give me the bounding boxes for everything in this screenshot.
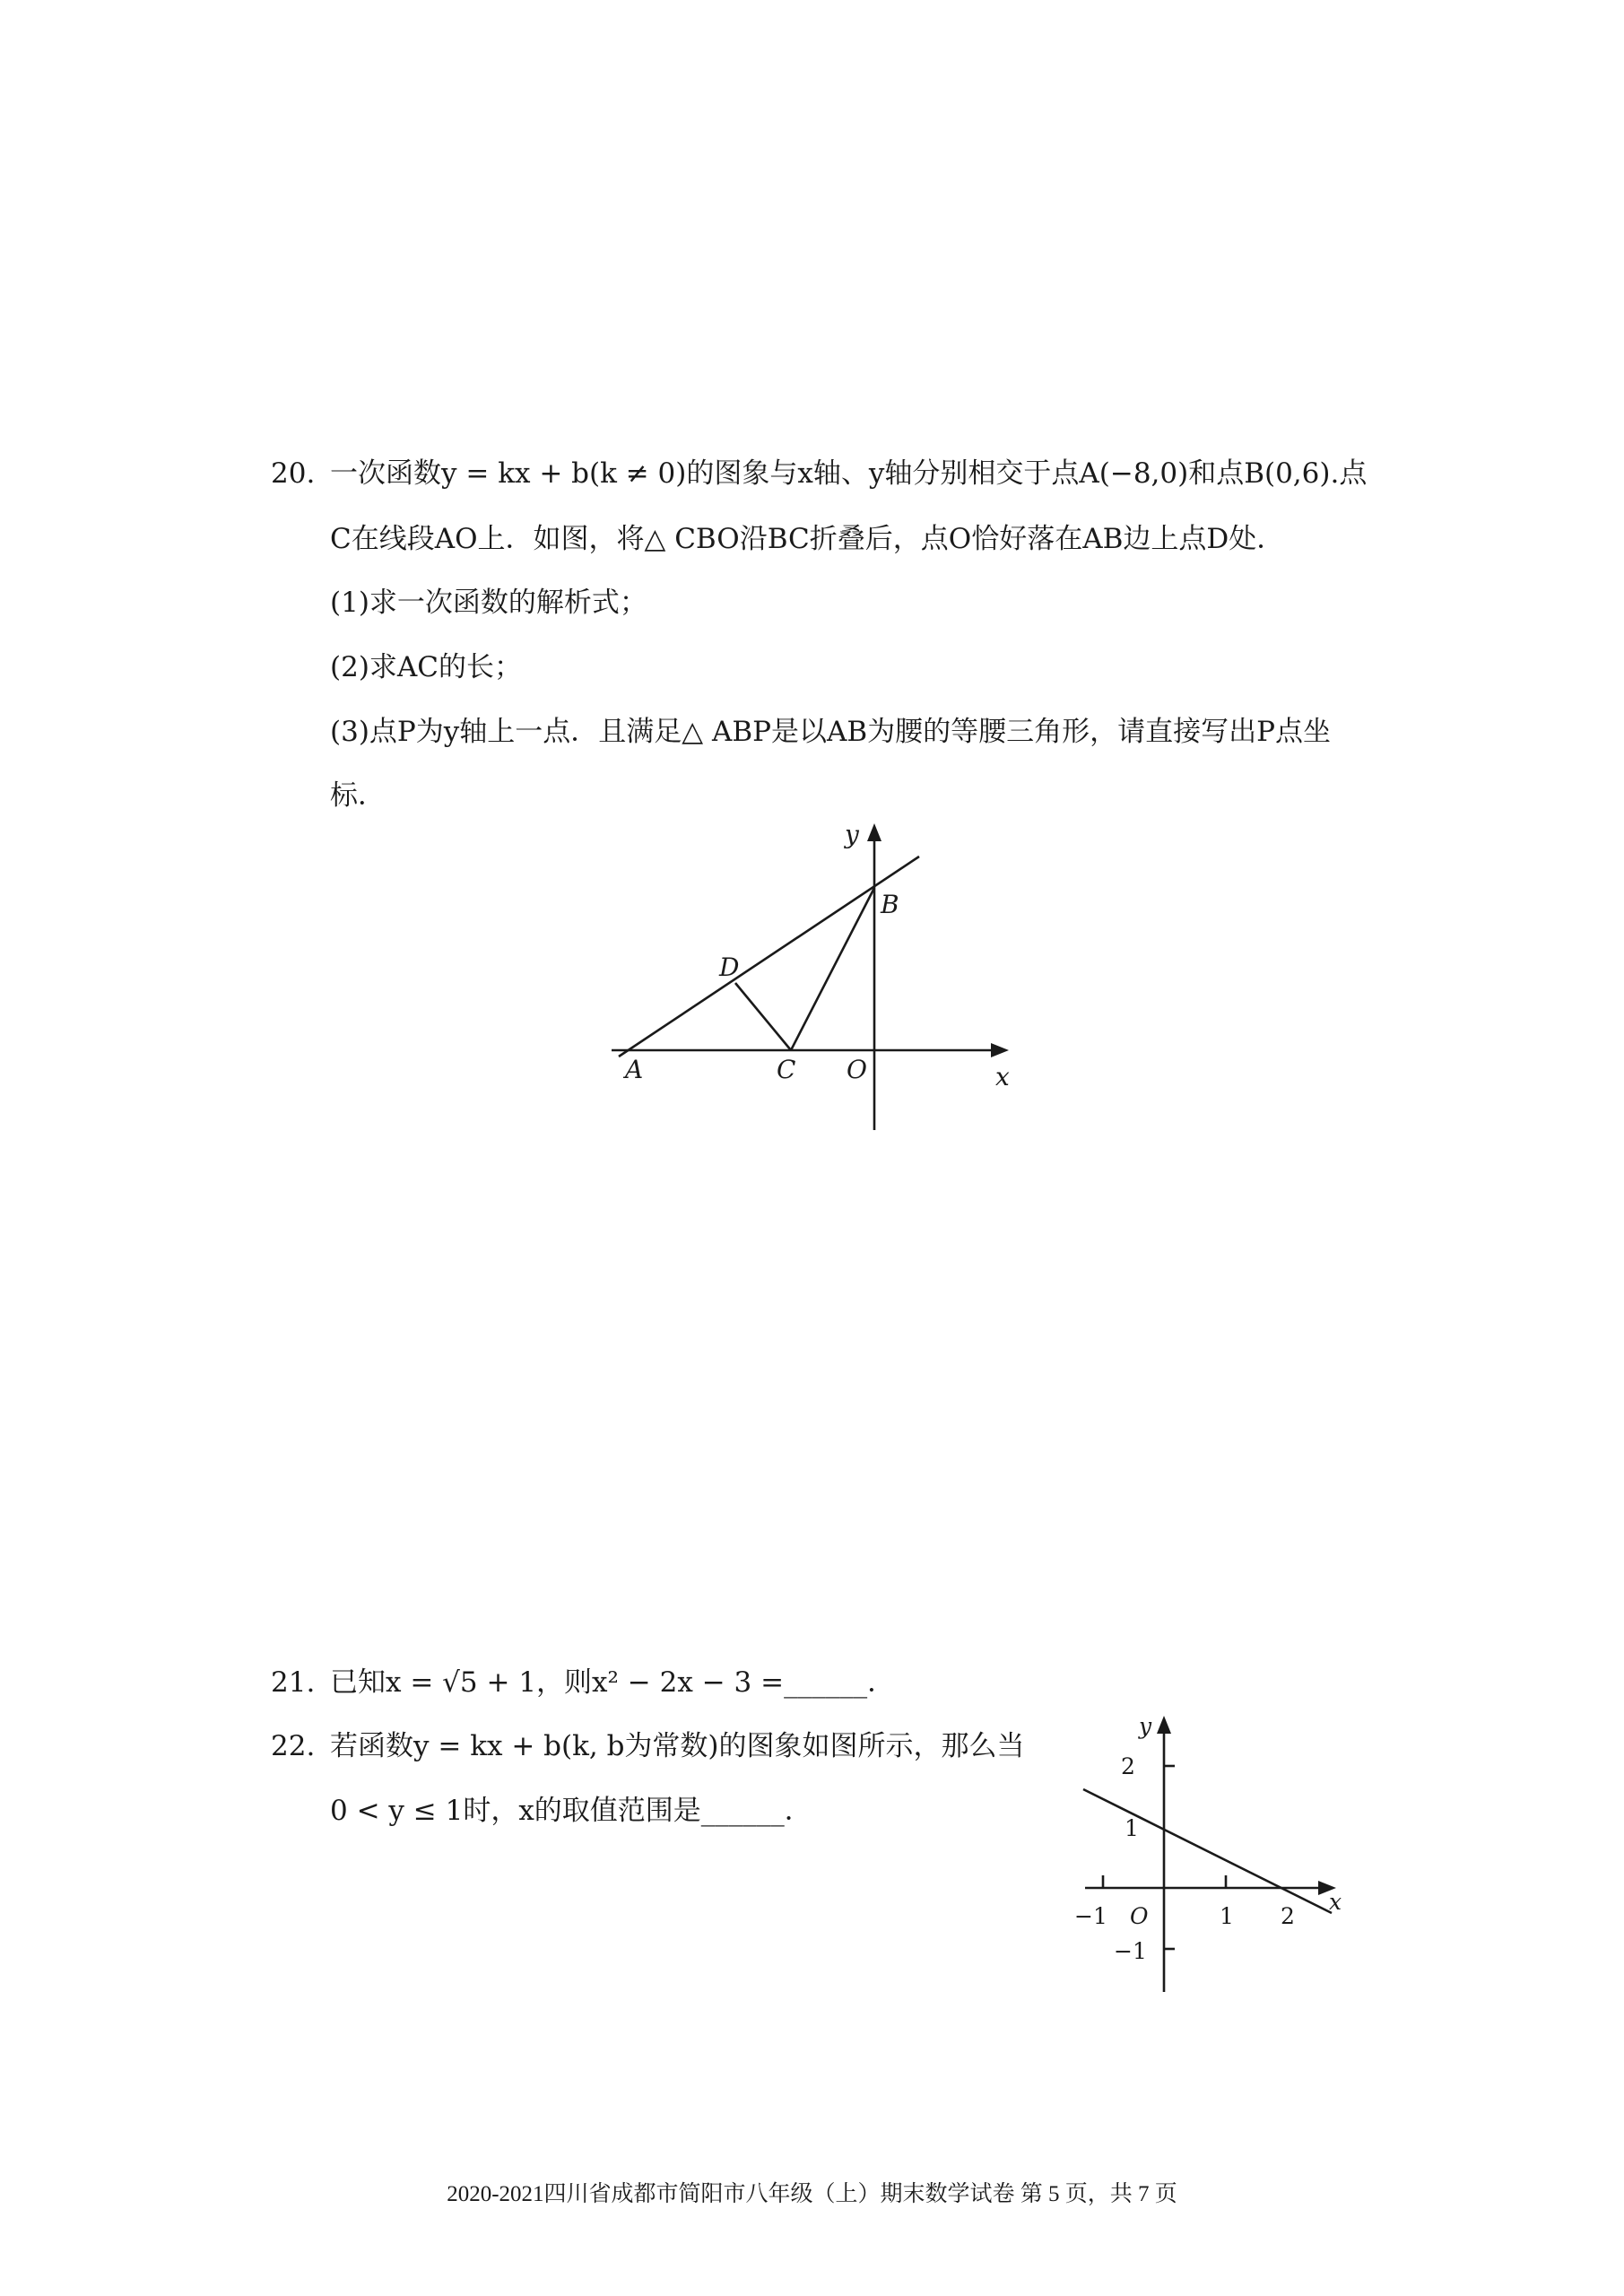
label-x: x	[995, 1062, 1010, 1091]
label-o: O	[847, 1055, 867, 1084]
tick-label-y-neg1: −1	[1114, 1938, 1147, 1964]
tick-label-y-1: 1	[1125, 1815, 1139, 1841]
question-21-text: 已知x = √5 + 1，则x² − 2x − 3 =______．	[330, 1666, 896, 1699]
question-20-part-2: (2)求AC的长；	[330, 651, 523, 683]
question-20-part-3: (3)点P为y轴上一点．且满足△ ABP是以AB为腰的等腰三角形，请直接写出P点坐	[330, 716, 1332, 748]
question-20-line-2: C在线段AO上．如图，将△ CBO沿BC折叠后，点O恰好落在AB边上点D处．	[330, 523, 1285, 555]
question-20-figure	[601, 816, 1013, 1139]
function-line	[1083, 1789, 1332, 1913]
label-x: x	[1329, 1889, 1342, 1915]
question-20-line-1: 一次函数y = kx + b(k ≠ 0)的图象与x轴、y轴分别相交于点A(−8,0)和点B(0,6).点	[330, 457, 1368, 490]
y-axis-arrow	[1157, 1716, 1171, 1734]
question-22-number: 22.	[271, 1730, 316, 1762]
segment-bc	[791, 888, 874, 1050]
tick-label-x-2: 2	[1281, 1903, 1295, 1929]
y-axis-arrow	[867, 823, 881, 841]
segment-cd	[735, 983, 791, 1050]
x-axis-arrow	[991, 1043, 1009, 1057]
question-20-part-3-continued: 标．	[330, 779, 386, 812]
label-d: D	[719, 952, 740, 982]
tick-label-y-2: 2	[1121, 1753, 1135, 1779]
question-22-line-2: 0 < y ≤ 1时，x的取值范围是______．	[330, 1795, 812, 1827]
label-a: A	[625, 1055, 644, 1084]
page-footer: 2020-2021四川省成都市简阳市八年级（上）期末数学试卷 第 5 页，共 7 页	[447, 2182, 1177, 2206]
tick-label-x-1: 1	[1220, 1903, 1234, 1929]
question-22-line-1: 若函数y = kx + b(k, b为常数)的图象如图所示，那么当	[330, 1730, 1025, 1762]
label-c: C	[777, 1055, 796, 1084]
question-21-number: 21.	[271, 1666, 316, 1699]
question-22-figure	[1067, 1709, 1354, 1996]
label-y: y	[1139, 1713, 1152, 1739]
question-20-part-1: (1)求一次函数的解析式；	[330, 587, 647, 619]
tick-label-x-neg1: −1	[1074, 1903, 1107, 1929]
label-y: y	[845, 820, 859, 849]
question-20-number: 20.	[271, 457, 316, 490]
label-o: O	[1130, 1903, 1149, 1929]
label-b: B	[881, 890, 899, 919]
